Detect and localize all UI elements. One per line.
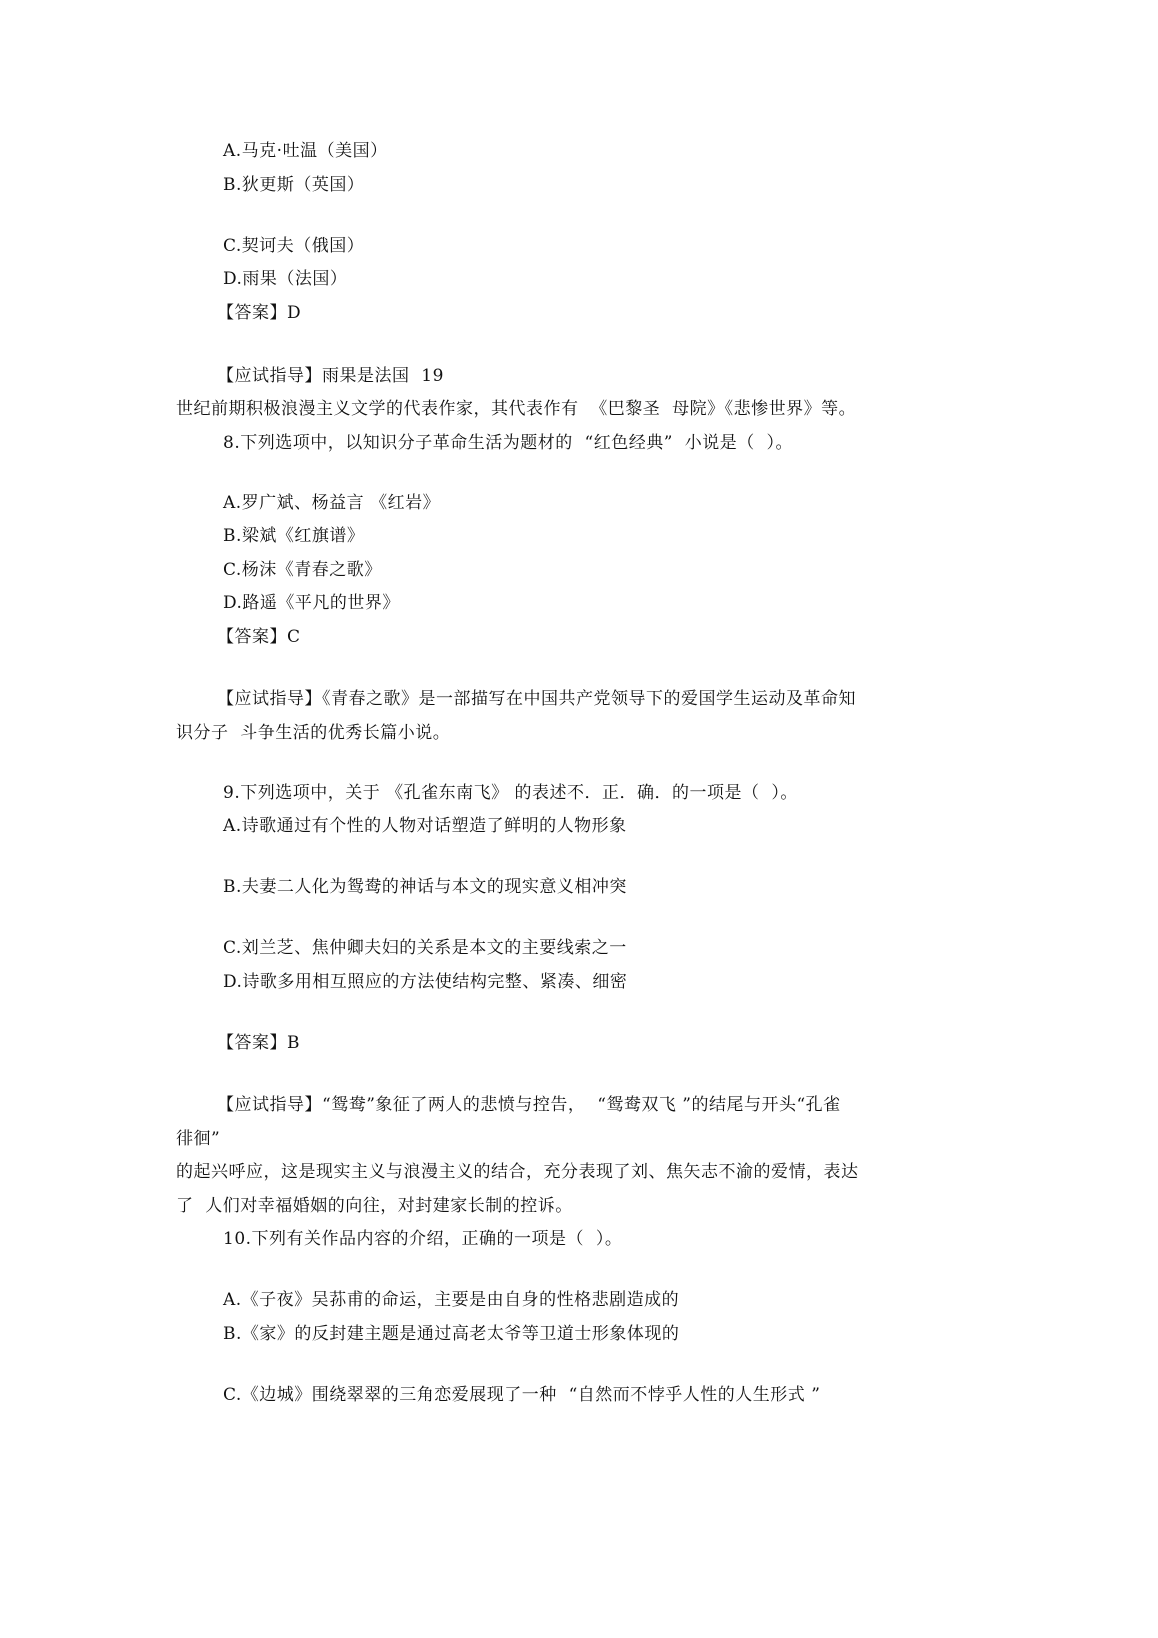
q8-option-d: D.路遥《平凡的世界》 [223, 593, 400, 613]
q9-option-d: D.诗歌多用相互照应的方法使结构完整、紧凑、细密 [223, 972, 628, 992]
q7-guide-line2: 世纪前期积极浪漫主义文学的代表作家，其代表作有 《巴黎圣 母院》《悲惨世界》等。 [176, 399, 857, 419]
q7-option-d: D.雨果（法国） [223, 269, 348, 289]
q8-answer: 【答案】C [217, 627, 301, 647]
q9-option-c: C.刘兰芝、焦仲卿夫妇的关系是本文的主要线索之一 [223, 938, 627, 958]
q9-answer: 【答案】B [217, 1033, 300, 1053]
q9-question: 9.下列选项中，关于 《孔雀东南飞》 的表述不．正．确．的一项是（ ）。 [223, 783, 798, 803]
q7-option-b: B.狄更斯（英国） [223, 175, 365, 195]
q7-option-a: A.马克·吐温（美国） [223, 141, 388, 161]
q8-option-a: A.罗广斌、杨益言 《红岩》 [223, 493, 441, 513]
q10-question: 10.下列有关作品内容的介绍，正确的一项是（ ）。 [223, 1229, 623, 1249]
q10-option-c: C.《边城》围绕翠翠的三角恋爱展现了一种 “自然而不悖乎人性的人生形式 ” [223, 1385, 821, 1405]
q9-guide-line2: 徘徊” [176, 1129, 221, 1149]
q10-option-a: A.《子夜》吴荪甫的命运，主要是由自身的性格悲剧造成的 [223, 1290, 680, 1310]
q9-option-b: B.夫妻二人化为鸳鸯的神话与本文的现实意义相冲突 [223, 877, 627, 897]
q9-guide-line3: 的起兴呼应，这是现实主义与浪漫主义的结合，充分表现了刘、焦矢志不渝的爱情，表达 [176, 1162, 859, 1182]
q10-option-b: B.《家》的反封建主题是通过高老太爷等卫道士形象体现的 [223, 1324, 680, 1344]
q7-answer: 【答案】D [217, 303, 302, 323]
q8-question: 8.下列选项中，以知识分子革命生活为题材的 “红色经典” 小说是（ ）。 [223, 433, 794, 453]
q9-option-a: A.诗歌通过有个性的人物对话塑造了鲜明的人物形象 [223, 816, 627, 836]
q9-guide-line4: 了 人们对幸福婚姻的向往，对封建家长制的控诉。 [176, 1196, 573, 1216]
q8-option-c: C.杨沫《青春之歌》 [223, 560, 382, 580]
q8-guide-line1: 【应试指导】《青春之歌》是一部描写在中国共产党领导下的爱国学生运动及革命知 [217, 689, 856, 709]
q9-guide-line1: 【应试指导】“鸳鸯”象征了两人的悲愤与控告， “鸳鸯双飞 ”的结尾与开头“孔雀 [217, 1095, 841, 1115]
q8-option-b: B.梁斌《红旗谱》 [223, 526, 365, 546]
q8-guide-line2: 识分子 斗争生活的优秀长篇小说。 [176, 723, 451, 743]
q7-option-c: C.契诃夫（俄国） [223, 236, 365, 256]
q7-guide-line1: 【应试指导】雨果是法国 19 [217, 366, 444, 386]
